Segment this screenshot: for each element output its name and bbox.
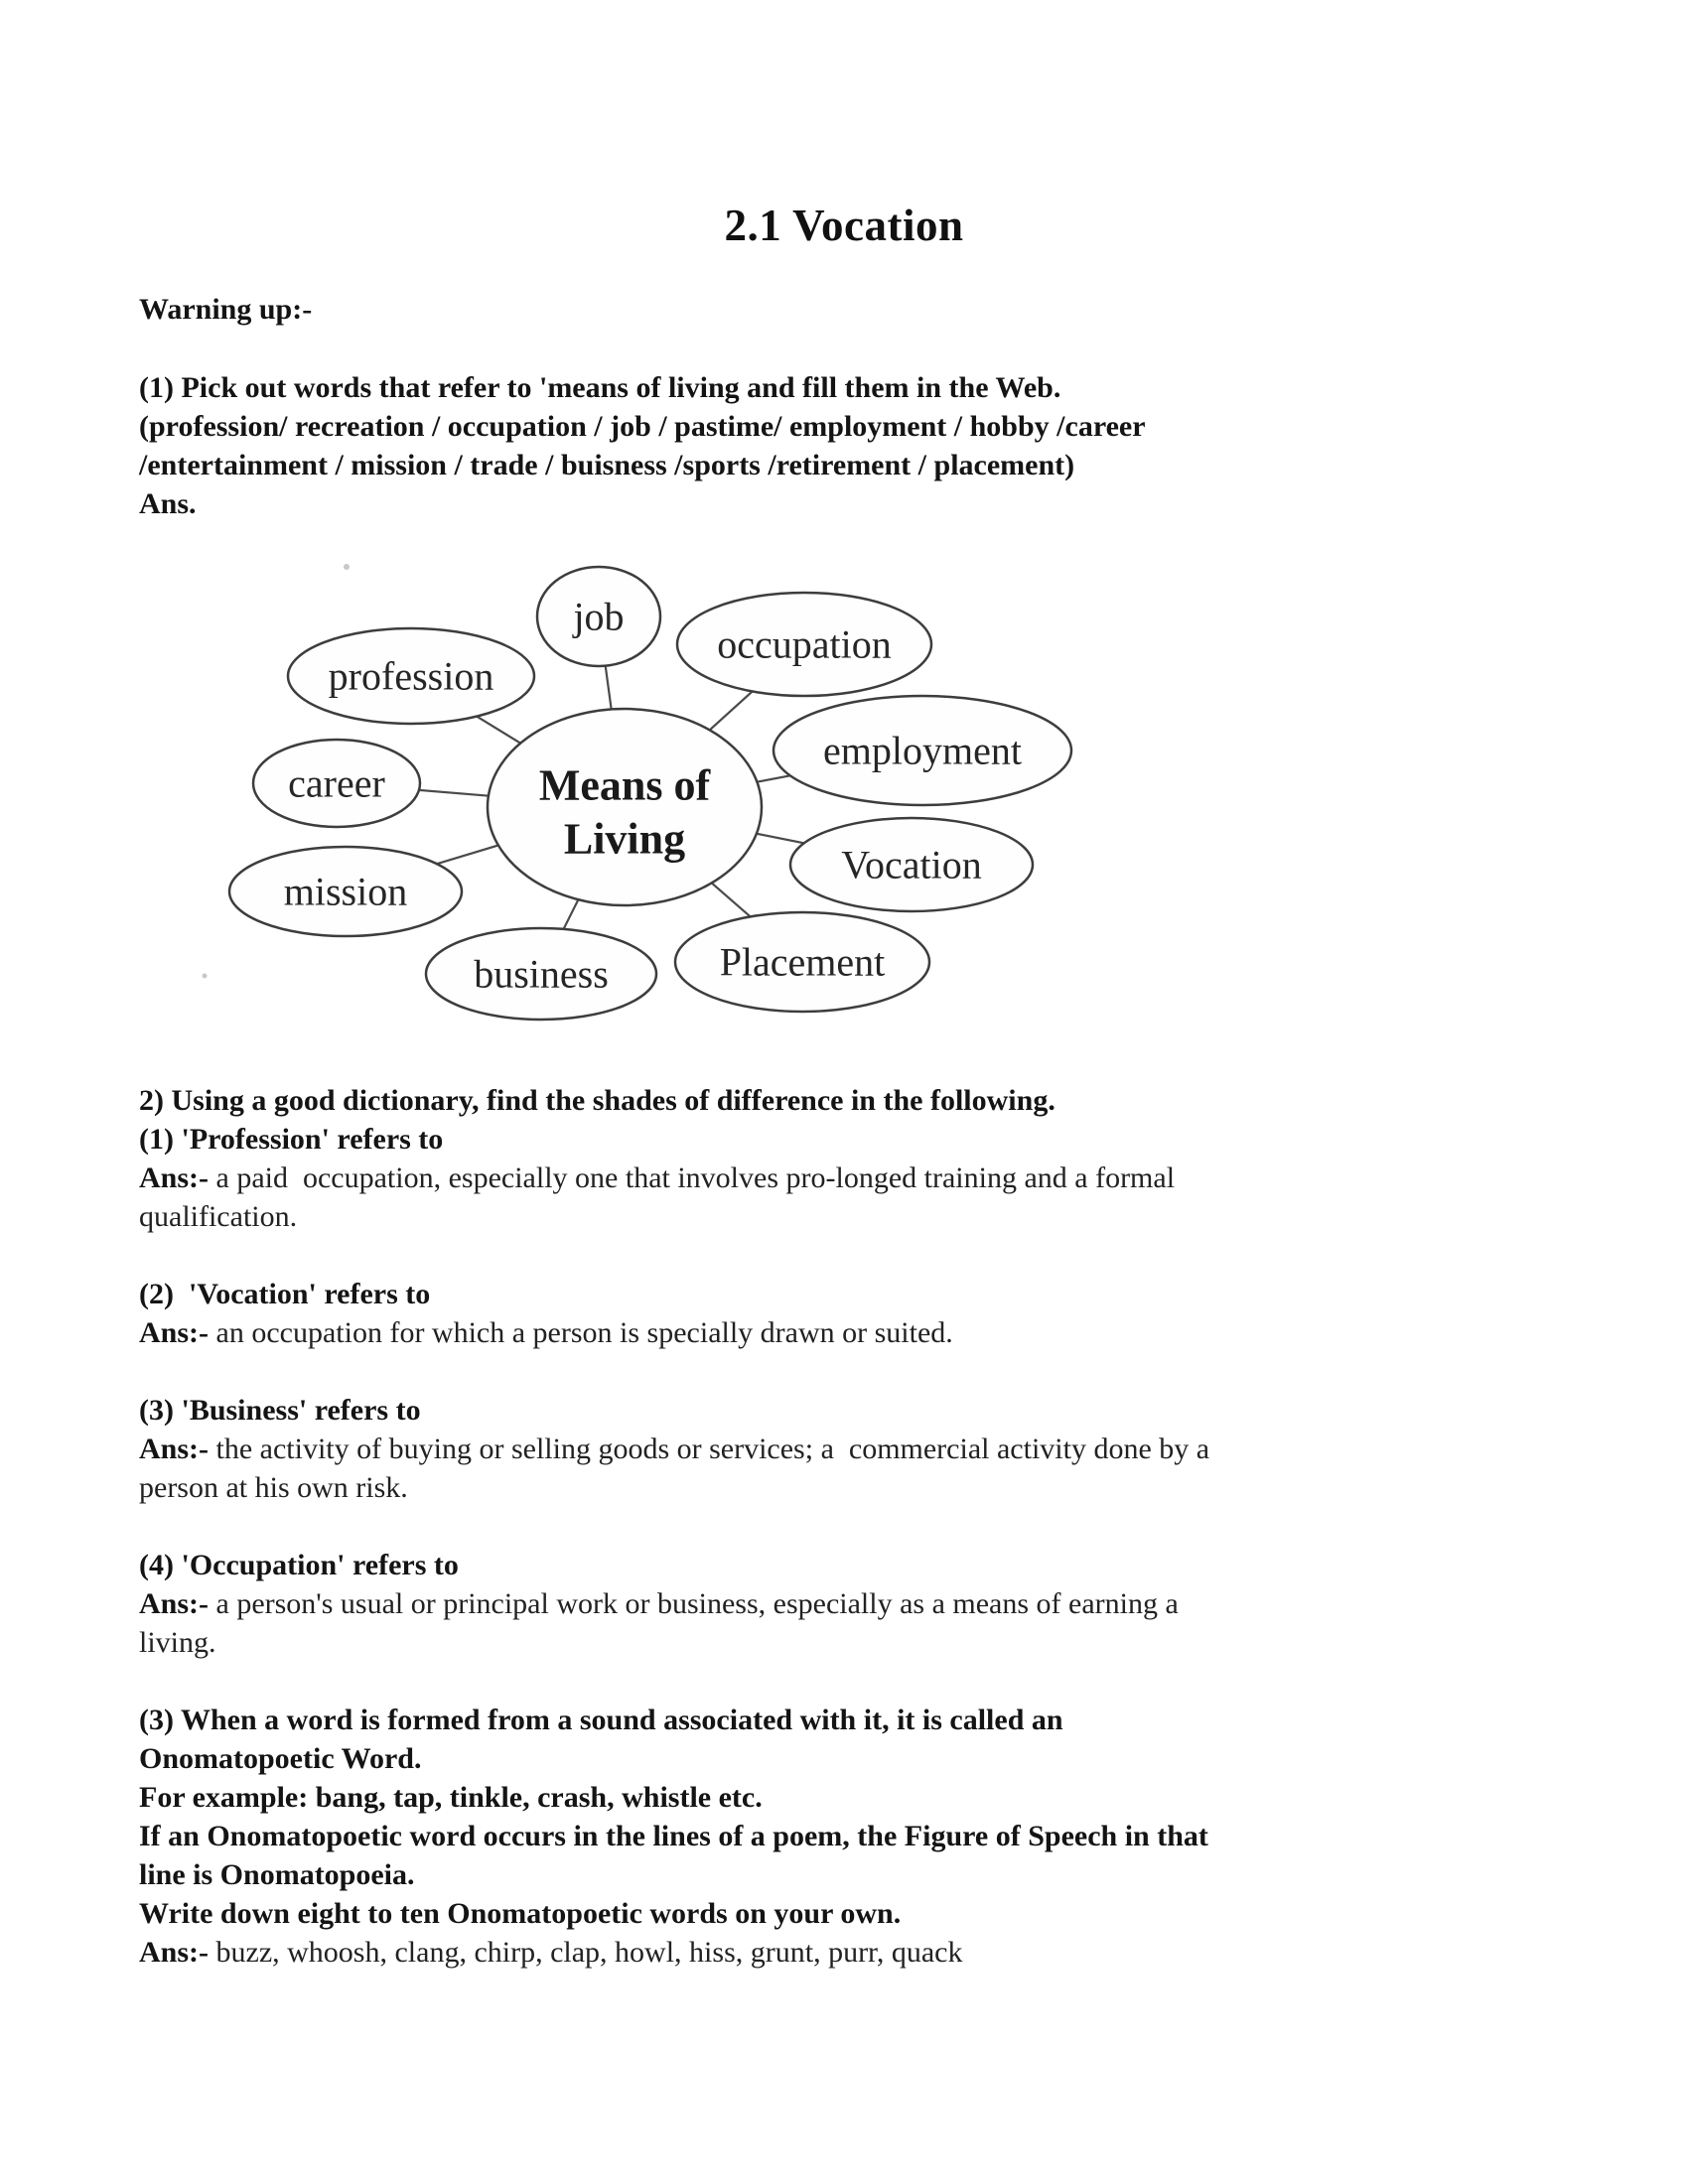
diagram-center-label-line1: Means of xyxy=(538,760,711,810)
diagram-node-profession xyxy=(288,628,534,724)
answer-label: Ans:- xyxy=(139,1316,210,1349)
diagram-node-placement xyxy=(675,912,929,1012)
answer-profession-line2: qualification. xyxy=(139,1200,298,1233)
diagram-node-occupation-label: occupation xyxy=(717,621,892,667)
exercise3-answer: Ans:- buzz, whoosh, clang, chirp, clap, howl, hiss, grunt, purr, quack xyxy=(139,1936,963,1969)
diagram-node-vocation xyxy=(790,818,1033,911)
diagram-node-employment xyxy=(774,696,1071,805)
answer-profession-line1: Ans:- a paid occupation, especially one that involves pro-longed training and a formal xyxy=(139,1161,1176,1194)
diagram-center-node xyxy=(488,709,762,905)
qa-item-business xyxy=(139,1391,1549,1507)
page-title: 2.1 Vocation xyxy=(724,201,964,250)
diagram-node-business xyxy=(426,928,656,1020)
exercise1-line-2: (profession/ recreation / occupation / job / pastime/ employment / hobby /career xyxy=(139,410,1146,443)
diagram-node-occupation xyxy=(677,593,931,696)
exercise1-line-1: (1) Pick out words that refer to 'means of living and fill them in the Web. xyxy=(139,371,1061,404)
answer-occupation-line2: living. xyxy=(139,1626,216,1659)
diagram-node-job-label: job xyxy=(573,594,625,639)
exercise1-ans-line: Ans. xyxy=(139,487,197,520)
diagram-node-career xyxy=(253,740,420,827)
question-vocation: (2) 'Vocation' refers to xyxy=(139,1278,431,1310)
qa-item-profession xyxy=(139,1120,1549,1236)
answer-occupation-line1: Ans:- a person's usual or principal work or business, especially as a means of earning a xyxy=(139,1587,1179,1620)
diagram-node-job xyxy=(537,567,660,666)
diagram-node-business-label: business xyxy=(474,951,609,997)
diagram-node-profession-label: profession xyxy=(328,653,494,699)
exercise3-line-4: If an Onomatopoetic word occurs in the lines of a poem, the Figure of Speech in that xyxy=(139,1820,1208,1852)
answer-business-line2: person at his own risk. xyxy=(139,1471,408,1504)
answer-label: Ans:- xyxy=(139,1161,210,1194)
document-content xyxy=(0,197,1688,1972)
exercise2-block xyxy=(139,1081,1549,1662)
answer-business-line1: Ans:- the activity of buying or selling goods or services; a commercial activity done by a xyxy=(139,1433,1210,1465)
qa-item-vocation xyxy=(139,1275,1549,1352)
exercise1-line-3: /entertainment / mission / trade / buisness /sports /retirement / placement) xyxy=(139,449,1075,481)
diagram-node-career-label: career xyxy=(288,760,385,806)
warming-up-heading: Warning up:- xyxy=(139,293,313,326)
diagram-center-label-line2: Living xyxy=(563,814,686,864)
question-occupation: (4) 'Occupation' refers to xyxy=(139,1549,459,1581)
answer-vocation-line1: Ans:- an occupation for which a person is specially drawn or suited. xyxy=(139,1316,953,1349)
exercise3-line-3: For example: bang, tap, tinkle, crash, whistle etc. xyxy=(139,1781,763,1814)
diagram-node-employment-label: employment xyxy=(823,728,1022,773)
scan-artifact-dot xyxy=(203,974,208,979)
exercise1-block xyxy=(139,368,1549,523)
question-profession: (1) 'Profession' refers to xyxy=(139,1123,444,1156)
scan-artifact-dot xyxy=(344,564,350,570)
diagram-node-placement-label: Placement xyxy=(719,939,886,985)
answer-label: Ans:- xyxy=(139,1433,210,1465)
exercise3-line-6: Write down eight to ten Onomatopoetic words on your own. xyxy=(139,1897,902,1930)
exercise3-line-2: Onomatopoetic Word. xyxy=(139,1742,422,1775)
exercise3-line-1: (3) When a word is formed from a sound associated with it, it is called an xyxy=(139,1704,1063,1736)
means-of-living-web-diagram xyxy=(197,559,1110,1022)
exercise3-line-5: line is Onomatopoeia. xyxy=(139,1858,415,1891)
diagram-node-vocation-label: Vocation xyxy=(841,842,982,887)
answer-label: Ans:- xyxy=(139,1936,210,1969)
diagram-node-mission-label: mission xyxy=(283,869,408,914)
diagram-node-mission xyxy=(229,847,462,936)
exercise2-heading: 2) Using a good dictionary, find the shades of difference in the following. xyxy=(139,1084,1055,1117)
exercise3-block xyxy=(139,1701,1549,1972)
qa-item-occupation xyxy=(139,1546,1549,1662)
web-diagram-svg xyxy=(197,559,1110,1022)
answer-label: Ans:- xyxy=(139,1587,210,1620)
question-business: (3) 'Business' refers to xyxy=(139,1394,421,1427)
